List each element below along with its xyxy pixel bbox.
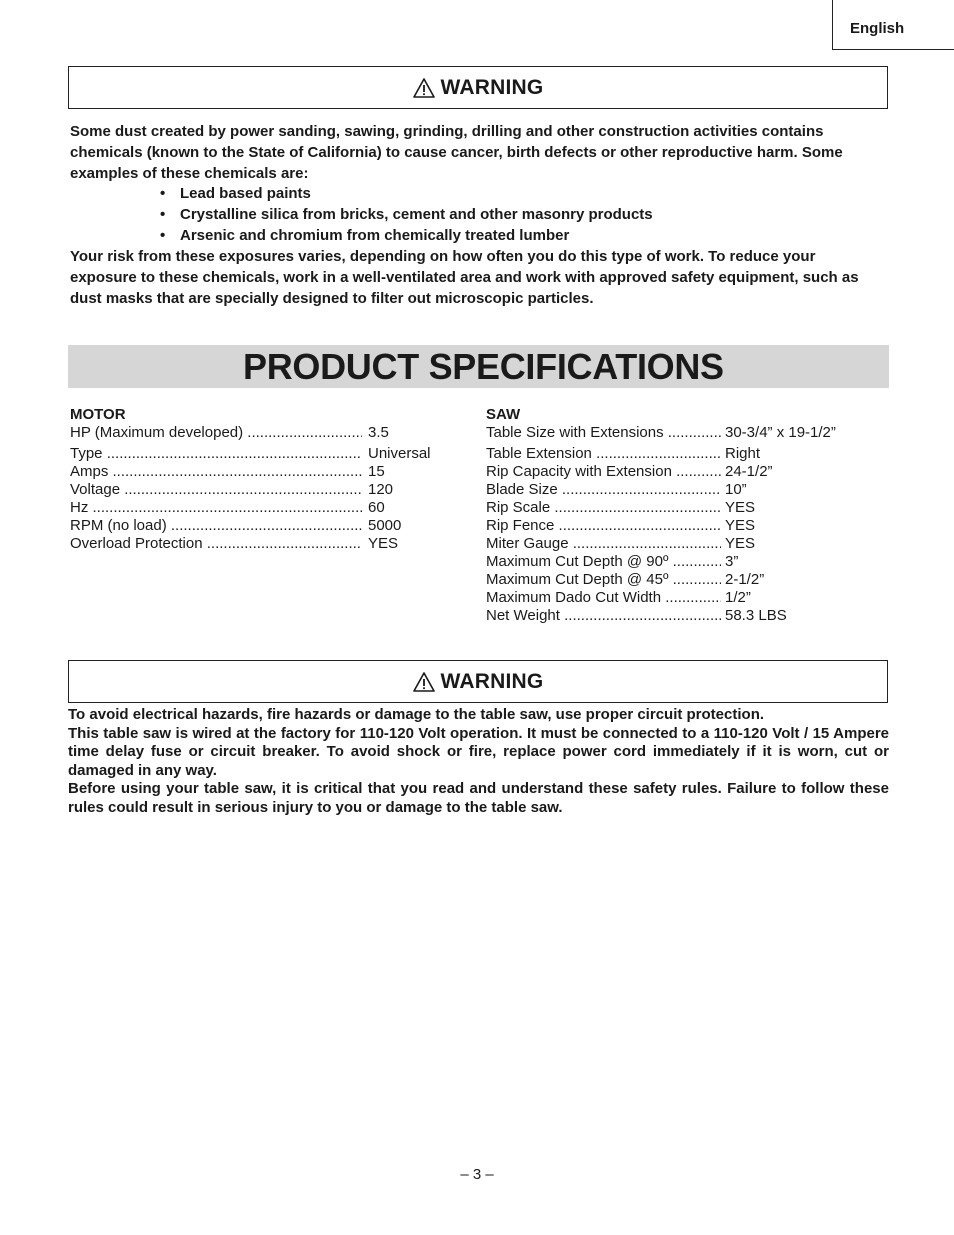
spec-label: Voltage bbox=[70, 481, 121, 498]
spec-value: YES bbox=[725, 535, 756, 552]
specifications-banner bbox=[68, 345, 889, 388]
spec-label: Net Weight bbox=[486, 607, 560, 624]
spec-row bbox=[70, 499, 470, 517]
spec-label: Maximum Cut Depth @ 45º bbox=[486, 571, 669, 588]
warning-triangle-icon bbox=[413, 78, 435, 98]
warning-outro-text: Your risk from these exposures varies, depending on how often you do this type of work. To reduce your exposure to these chemicals, work in a well-ventilated area and work with approved safety equipment, such as dust masks that are specially designed to filter out microscopic particles. bbox=[70, 248, 859, 307]
spec-row bbox=[486, 607, 886, 625]
spec-value: YES bbox=[725, 517, 756, 534]
spec-label: Rip Capacity with Extension bbox=[486, 463, 672, 480]
motor-heading: MOTOR bbox=[70, 406, 126, 423]
spec-label: Maximum Dado Cut Width bbox=[486, 589, 662, 606]
spec-value: 24-1/2” bbox=[725, 463, 773, 480]
spec-value: 60 bbox=[368, 499, 385, 516]
warning-title: WARNING bbox=[440, 669, 544, 693]
warning-header bbox=[68, 66, 888, 109]
warning-intro-text: Some dust created by power sanding, sawing, grinding, drilling and other construction activities contains chemicals (known to the State of California) to cause cancer, birth defects or other reproductive harm. Some examples of these chemicals are: bbox=[70, 123, 843, 182]
spec-label: Amps bbox=[70, 463, 109, 480]
page-number: – 3 – bbox=[460, 1166, 494, 1183]
saw-specs bbox=[486, 406, 886, 625]
spec-value: 5000 bbox=[368, 517, 402, 534]
warning-title: WARNING bbox=[440, 75, 544, 99]
spec-label: Table Extension bbox=[486, 445, 592, 462]
spec-value: 3” bbox=[725, 553, 739, 570]
spec-row bbox=[70, 517, 470, 535]
spec-row bbox=[70, 481, 470, 499]
warning-paragraph: To avoid electrical hazards, fire hazards or damage to the table saw, use proper circuit protection. bbox=[68, 706, 765, 723]
motor-specs bbox=[70, 406, 470, 553]
saw-heading: SAW bbox=[486, 406, 521, 423]
warning-paragraph: This table saw is wired at the factory for 110-120 Volt operation. It must be connected to a 110-120 Volt / 15 Ampere time delay fuse or circuit breaker. To avoid shock or fire, replace power cord immediately if it is worn, cut or damaged in any way. bbox=[68, 724, 889, 779]
spec-value: 15 bbox=[368, 463, 385, 480]
spec-label: Overload Protection bbox=[70, 535, 203, 552]
spec-value: YES bbox=[725, 499, 756, 516]
spec-label: RPM (no load) bbox=[70, 517, 167, 534]
spec-label: Rip Scale bbox=[486, 499, 551, 516]
list-item: • Lead based paints bbox=[160, 184, 653, 205]
warning-paragraph: Before using your table saw, it is critical that you read and understand these safety rules. Failure to follow these rules could result in serious injury to you or damage to the table saw. bbox=[68, 780, 889, 816]
spec-value: YES bbox=[368, 535, 399, 552]
spec-row bbox=[486, 481, 886, 499]
spec-row bbox=[70, 424, 470, 442]
spec-value: 120 bbox=[368, 481, 394, 498]
spec-value: 10” bbox=[725, 481, 747, 498]
spec-row bbox=[486, 463, 886, 481]
spec-row bbox=[486, 553, 886, 571]
spec-row bbox=[486, 445, 886, 463]
spec-row bbox=[70, 463, 470, 481]
spec-row bbox=[70, 535, 470, 553]
spec-value: 58.3 LBS bbox=[725, 607, 787, 624]
spec-label: Miter Gauge bbox=[486, 535, 569, 552]
spec-label: Rip Fence bbox=[486, 517, 555, 534]
spec-label: Hz bbox=[70, 499, 89, 516]
spec-value: 30-3/4” x 19-1/2” bbox=[725, 424, 836, 441]
spec-row bbox=[486, 535, 886, 553]
spec-row bbox=[486, 571, 886, 589]
spec-row bbox=[486, 589, 886, 607]
spec-label: Blade Size bbox=[486, 481, 558, 498]
spec-value: 2-1/2” bbox=[725, 571, 765, 588]
language-label: English bbox=[850, 20, 905, 37]
warning-triangle-icon bbox=[413, 672, 435, 692]
list-item: • Arsenic and chromium from chemically treated lumber bbox=[160, 226, 653, 247]
page-title: PRODUCT SPECIFICATIONS bbox=[243, 346, 724, 387]
spec-value: Universal bbox=[368, 445, 431, 462]
spec-value: Right bbox=[725, 445, 761, 462]
electrical-warning-text bbox=[68, 706, 889, 818]
spec-label: Table Size with Extensions bbox=[486, 424, 664, 441]
list-item: • Crystalline silica from bricks, cement and other masonry products bbox=[160, 205, 653, 226]
spec-label: HP (Maximum developed) bbox=[70, 424, 244, 441]
spec-row bbox=[486, 499, 886, 517]
language-tab bbox=[832, 0, 954, 50]
chemicals-list bbox=[160, 184, 653, 246]
spec-row bbox=[486, 517, 886, 535]
spec-row bbox=[70, 445, 470, 463]
warning-header bbox=[68, 660, 888, 703]
spec-row bbox=[486, 424, 886, 442]
spec-label: Maximum Cut Depth @ 90º bbox=[486, 553, 669, 570]
spec-value: 1/2” bbox=[725, 589, 751, 606]
spec-value: 3.5 bbox=[368, 424, 389, 441]
spec-label: Type bbox=[70, 445, 103, 462]
